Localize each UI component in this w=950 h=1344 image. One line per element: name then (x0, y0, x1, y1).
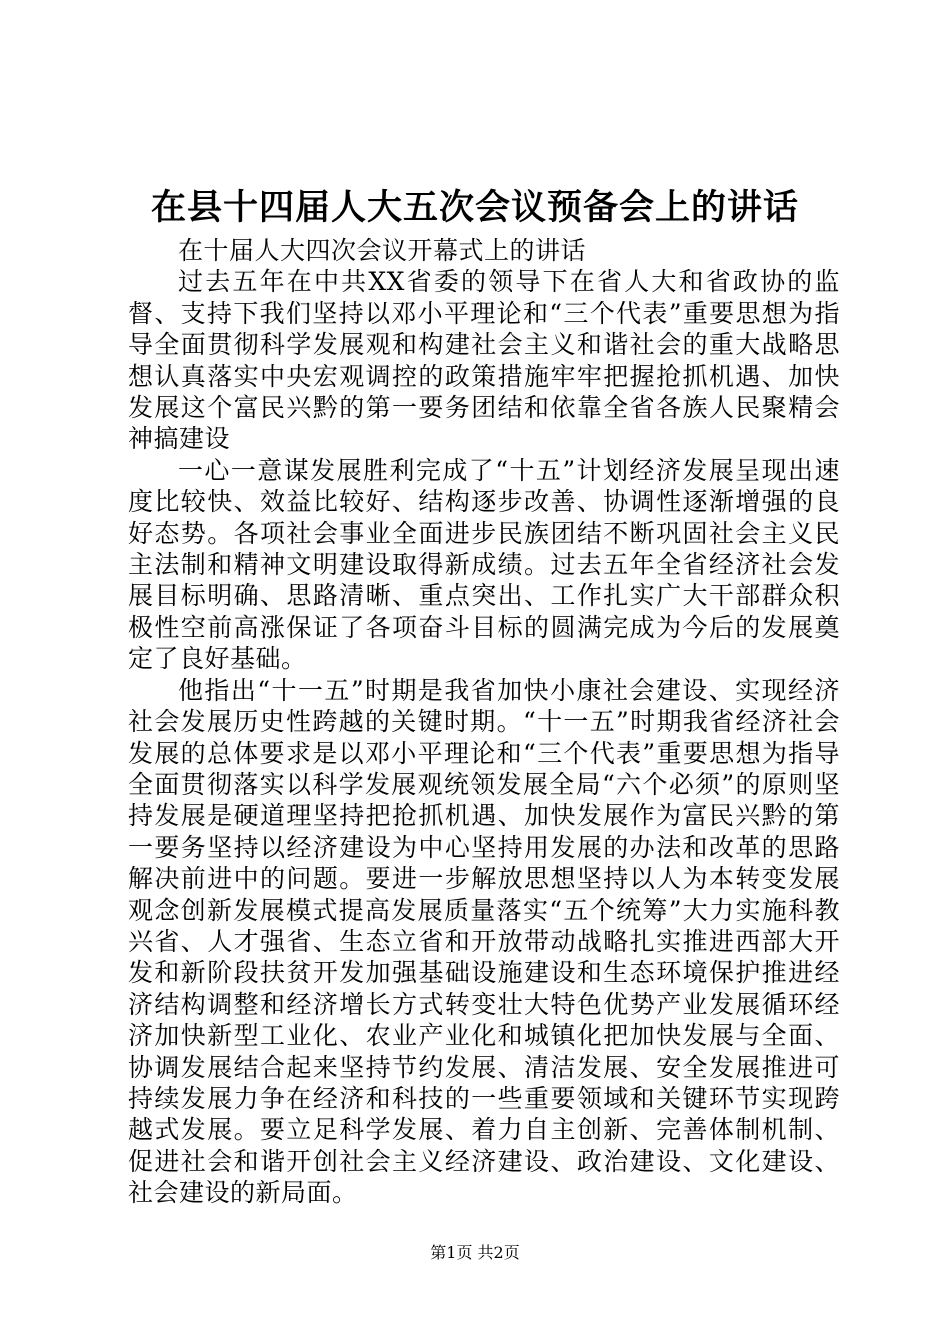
body-paragraph: 过去五年在中共XX省委的领导下在省人大和省政协的监督、支持下我们坚持以邓小平理论和“三个代表”重要思想为指导全面贯彻科学发展观和构建社会主义和谐社会的重大战略思想认真落实中央宏观调控的政策措施牢牢把握抢抓机遇、加快发展这个富民兴黔的第一要务团结和依靠全省各族人民聚精会神搞建设 (128, 267, 840, 454)
document-title: 在县十四届人大五次会议预备会上的讲话 (150, 187, 799, 228)
subtitle-paragraph: 在十届人大四次会议开幕式上的讲话 (178, 236, 587, 265)
document-body (128, 235, 840, 1209)
body-paragraph: 一心一意谋发展胜利完成了“十五”计划经济发展呈现出速度比较快、效益比较好、结构逐步改善、协调性逐渐增强的良好态势。各项社会事业全面进步民族团结不断巩固社会主义民主法制和精神文明建设取得新成绩。过去五年全省经济社会发展目标明确、思路清晰、重点突出、工作扎实广大干部群众积极性空前高涨保证了各项奋斗目标的圆满完成为今后的发展奠定了良好基础。 (128, 455, 840, 674)
body-paragraph: 他指出“十一五”时期是我省加快小康社会建设、实现经济社会发展历史性跨越的关键时期。“十一五”时期我省经济社会发展的总体要求是以邓小平理论和“三个代表”重要思想为指导全面贯彻落实以科学发展观统领发展全局“六个必须”的原则坚持发展是硬道理坚持把抢抓机遇、加快发展作为富民兴黔的第一要务坚持以经济建设为中心坚持用发展的办法和改革的思路解决前进中的问题。要进一步解放思想坚持以人为本转变发展观念创新发展模式提高发展质量落实“五个统筹”大力实施科教兴省、人才强省、生态立省和开放带动战略扎实推进西部大开发和新阶段扶贫开发加强基础设施建设和生态环境保护推进经济结构调整和经济增长方式转变壮大特色优势产业发展循环经济加快新型工业化、农业产业化和城镇化把加快发展与全面、协调发展结合起来坚持节约发展、清洁发展、安全发展推进可持续发展力争在经济和科技的一些重要领域和关键环节实现跨越式发展。要立足科学发展、着力自主创新、完善体制机制、促进社会和谐开创社会主义经济建设、政治建设、文化建设、社会建设的新局面。 (128, 675, 840, 1208)
page-number-footer: 第1页 共2页 (430, 1243, 520, 1262)
